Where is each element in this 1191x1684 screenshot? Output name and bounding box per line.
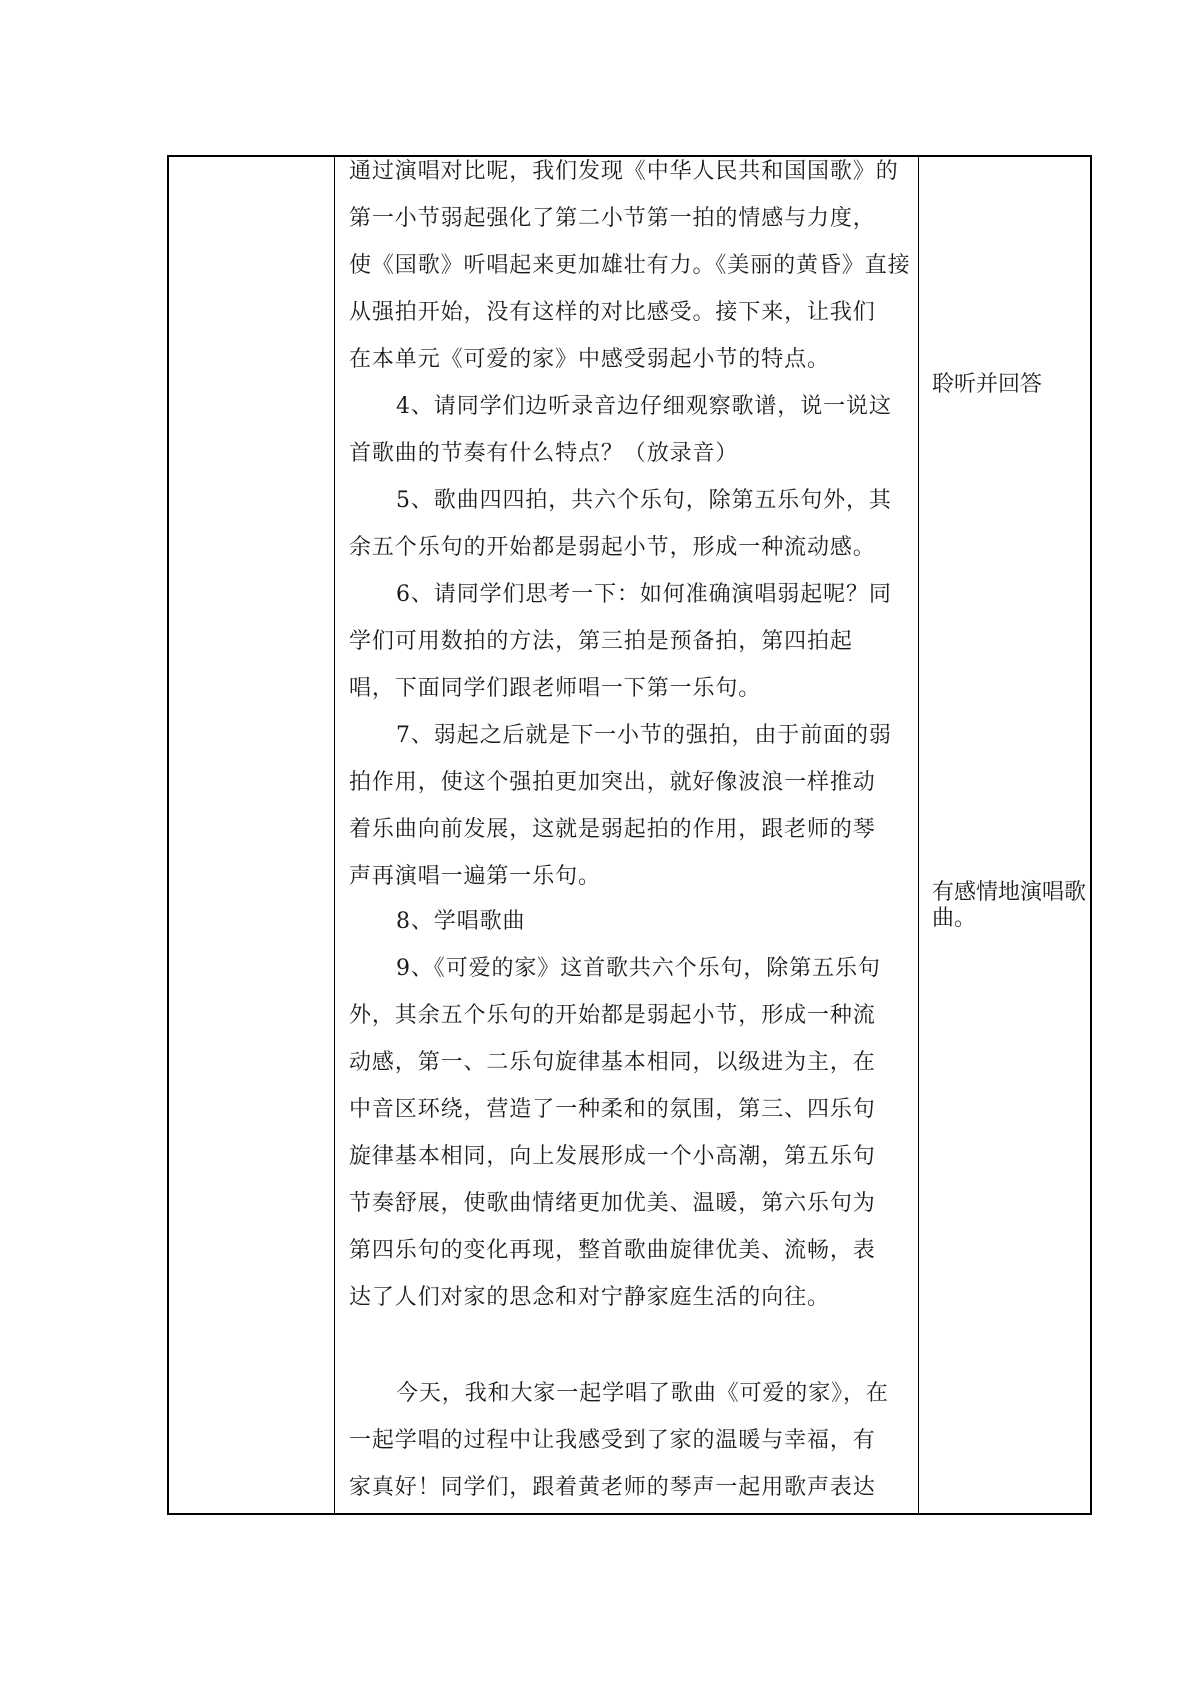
text-line: 7、弱起之后就是下一小节的强拍，由于前面的弱 <box>396 723 892 748</box>
column-divider-left <box>334 157 335 1513</box>
student-activity-sing: 有感情地演唱歌曲。 <box>932 880 1087 931</box>
text-line: 拍作用，使这个强拍更加突出，就好像波浪一样推动 <box>349 770 876 795</box>
text-line: 动感，第一、二乐句旋律基本相同，以级进为主，在 <box>349 1050 876 1075</box>
text-line: 9、《可爱的家》这首歌共六个乐句，除第五乐句 <box>396 956 881 981</box>
text-line: 使《国歌》听唱起来更加雄壮有力。《美丽的黄昏》直接 <box>349 253 911 278</box>
text-line: 唱，下面同学们跟老师唱一下第一乐句。 <box>349 676 762 701</box>
text-line: 从强拍开始，没有这样的对比感受。接下来，让我们 <box>349 300 876 325</box>
student-activity-listen: 聆听并回答 <box>932 372 1043 397</box>
text-line: 5、歌曲四四拍，共六个乐句，除第五乐句外，其 <box>396 488 892 513</box>
text-line: 余五个乐句的开始都是弱起小节，形成一种流动感。 <box>349 535 876 560</box>
text-line: 声再演唱一遍第一乐句。 <box>349 864 601 889</box>
text-line: 第一小节弱起强化了第二小节第一拍的情感与力度， <box>349 206 876 231</box>
text-line: 一起学唱的过程中让我感受到了家的温暖与幸福，有 <box>349 1428 876 1453</box>
text-line: 家真好！同学们，跟着黄老师的琴声一起用歌声表达 <box>349 1475 876 1500</box>
text-line: 首歌曲的节奏有什么特点？（放录音） <box>349 441 739 466</box>
text-line: 通过演唱对比呢，我们发现《中华人民共和国国歌》的 <box>349 159 899 184</box>
text-line: 4、请同学们边听录音边仔细观察歌谱，说一说这 <box>396 394 892 419</box>
text-line: 8、学唱歌曲 <box>396 909 526 934</box>
text-line: 达了人们对家的思念和对宁静家庭生活的向往。 <box>349 1285 830 1310</box>
text-line: 第四乐句的变化再现，整首歌曲旋律优美、流畅，表 <box>349 1238 876 1263</box>
text-line: 旋律基本相同，向上发展形成一个小高潮，第五乐句 <box>349 1144 876 1169</box>
text-line: 6、请同学们思考一下：如何准确演唱弱起呢？同 <box>396 582 892 607</box>
text-line: 今天，我和大家一起学唱了歌曲《可爱的家》，在 <box>396 1381 889 1406</box>
text-line: 在本单元《可爱的家》中感受弱起小节的特点。 <box>349 347 830 372</box>
text-line: 节奏舒展，使歌曲情绪更加优美、温暖，第六乐句为 <box>349 1191 876 1216</box>
text-line: 外，其余五个乐句的开始都是弱起小节，形成一种流 <box>349 1003 876 1028</box>
lesson-plan-table <box>167 155 1092 1515</box>
column-divider-right <box>918 157 919 1513</box>
text-line: 中音区环绕，营造了一种柔和的氛围，第三、四乐句 <box>349 1097 876 1122</box>
text-line: 着乐曲向前发展，这就是弱起拍的作用，跟老师的琴 <box>349 817 876 842</box>
text-line: 学们可用数拍的方法，第三拍是预备拍，第四拍起 <box>349 629 853 654</box>
